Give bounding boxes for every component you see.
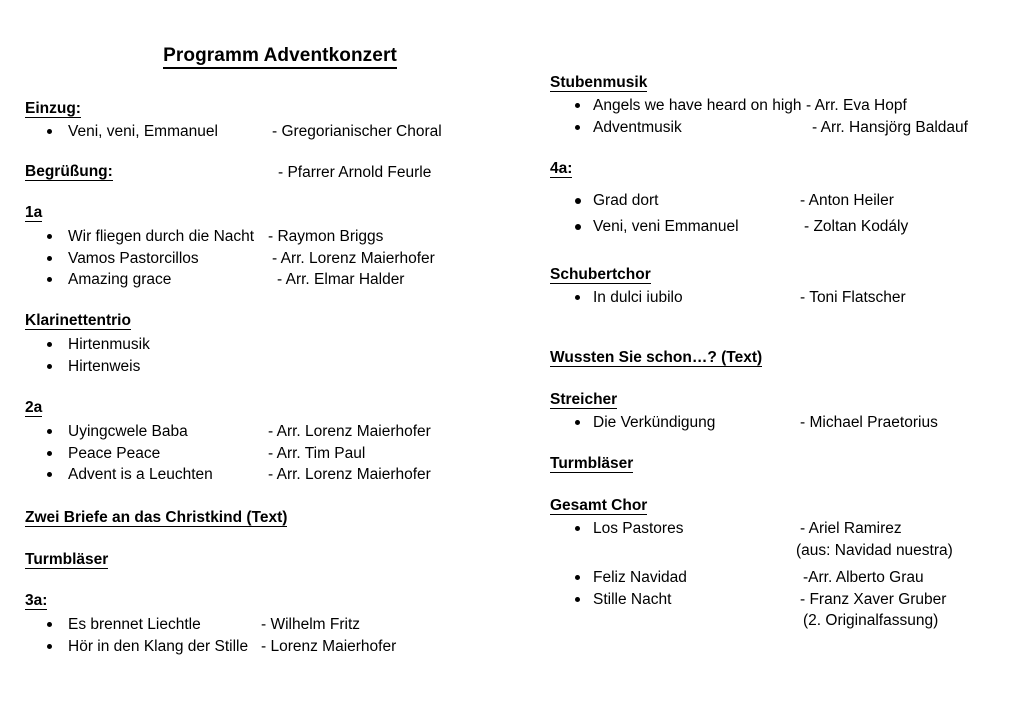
bullet-icon xyxy=(575,125,580,130)
bullet-icon xyxy=(575,526,580,531)
credit-extra-line xyxy=(550,610,1020,632)
section-heading: Schubertchor xyxy=(550,266,651,283)
item-credit: -Arr. Alberto Grau xyxy=(803,569,924,586)
item-title: Peace Peace xyxy=(68,444,161,462)
item-title: Advent is a Leuchten xyxy=(68,466,213,483)
section-2a xyxy=(25,398,530,486)
list-item xyxy=(25,443,530,465)
section-heading: Zwei Briefe an das Christkind (Text) xyxy=(25,509,288,526)
credit-extra-line xyxy=(550,540,1020,562)
item-title: Angels we have heard on high xyxy=(593,97,802,114)
list-item xyxy=(550,287,1020,309)
list-item xyxy=(25,421,530,443)
item-credit: - Wilhelm Fritz xyxy=(261,616,361,633)
item-title: Stille Nacht xyxy=(593,590,672,608)
section-turmblaeser-right xyxy=(550,454,1020,473)
item-title: Feliz Navidad xyxy=(593,569,687,586)
section-wussten-sie-schon xyxy=(550,348,1020,367)
item-credit: - Lorenz Maierhofer xyxy=(261,637,397,655)
bullet-icon xyxy=(47,451,52,456)
list-item xyxy=(550,188,1020,214)
list-item xyxy=(25,614,530,636)
list-item xyxy=(550,117,1020,139)
item-credit: - Arr. Lorenz Maierhofer xyxy=(268,423,431,440)
section-einzug xyxy=(25,99,530,143)
list-item xyxy=(550,589,1020,611)
item-title: Veni, veni, Emmanuel xyxy=(68,123,218,140)
item-title: Hirtenmusik xyxy=(68,336,150,353)
item-title: Adventmusik xyxy=(593,118,682,136)
bullet-icon xyxy=(575,597,580,602)
item-credit-extra: (aus: Navidad nuestra) xyxy=(796,541,953,559)
item-title: Los Pastores xyxy=(593,520,684,537)
item-credit: - Arr. Lorenz Maierhofer xyxy=(268,466,431,483)
section-heading: 3a: xyxy=(25,592,48,609)
section-schubertchor xyxy=(550,265,1020,309)
bullet-icon xyxy=(47,644,52,649)
section-heading: Turmbläser xyxy=(25,551,109,568)
item-title: Grad dort xyxy=(593,192,659,209)
list-item xyxy=(550,95,1020,117)
section-heading: Begrüßung: xyxy=(25,163,113,180)
bullet-icon xyxy=(575,575,580,580)
section-heading: Turmbläser xyxy=(550,455,634,472)
item-title: Veni, veni Emmanuel xyxy=(593,218,739,235)
list-item xyxy=(550,412,1020,434)
section-heading: Klarinettentrio xyxy=(25,312,131,329)
item-title: Es brennet Liechtle xyxy=(68,616,201,633)
section-credit: - Pfarrer Arnold Feurle xyxy=(278,164,432,181)
item-title: Vamos Pastorcillos xyxy=(68,249,199,267)
item-credit: - Arr. Tim Paul xyxy=(268,444,366,462)
item-credit: - Toni Flatscher xyxy=(800,289,906,306)
bullet-icon xyxy=(47,234,52,239)
section-heading: Gesamt Chor xyxy=(550,497,648,514)
section-1a xyxy=(25,203,530,291)
section-begruessung xyxy=(25,162,530,181)
section-gesamt-chor xyxy=(550,496,1020,632)
item-title: Hirtenweis xyxy=(68,357,141,375)
list-item xyxy=(550,214,1020,240)
list-item xyxy=(25,226,530,248)
item-credit: - Franz Xaver Gruber xyxy=(800,590,947,608)
item-credit: - Arr. Hansjörg Baldauf xyxy=(812,118,968,136)
bullet-icon xyxy=(575,103,580,108)
list-item xyxy=(550,518,1020,540)
section-klarinettentrio xyxy=(25,311,530,377)
item-title: Hör in den Klang der Stille xyxy=(68,637,249,655)
bullet-icon xyxy=(47,129,52,134)
section-turmblaeser-left xyxy=(25,550,530,569)
list-item xyxy=(25,121,530,143)
bullet-icon xyxy=(575,295,580,300)
item-credit: - Arr. Elmar Halder xyxy=(277,271,405,288)
item-title: Amazing grace xyxy=(68,271,172,288)
bullet-icon xyxy=(575,420,580,425)
section-heading: Stubenmusik xyxy=(550,74,648,91)
item-credit: - Arr. Lorenz Maierhofer xyxy=(272,249,435,267)
item-credit: - Zoltan Kodály xyxy=(804,218,909,235)
item-credit: - Anton Heiler xyxy=(800,192,894,209)
item-credit: - Michael Praetorius xyxy=(800,414,938,431)
item-credit: - Ariel Ramirez xyxy=(800,520,902,537)
section-heading: Wussten Sie schon…? (Text) xyxy=(550,349,763,366)
section-heading: 2a xyxy=(25,399,43,416)
section-zwei-briefe xyxy=(25,508,530,527)
section-heading: 4a: xyxy=(550,160,573,177)
list-item xyxy=(25,464,530,486)
section-heading: 1a xyxy=(25,204,43,221)
bullet-icon xyxy=(47,277,52,282)
bullet-icon xyxy=(47,429,52,434)
list-item xyxy=(550,567,1020,589)
section-3a xyxy=(25,591,530,657)
list-item xyxy=(25,269,530,291)
item-title: In dulci iubilo xyxy=(593,289,683,306)
section-4a xyxy=(550,159,1020,240)
section-stubenmusik xyxy=(550,73,1020,138)
section-streicher xyxy=(550,390,1020,434)
item-credit: - Arr. Eva Hopf xyxy=(806,97,907,114)
list-item xyxy=(25,356,530,378)
item-title: Die Verkündigung xyxy=(593,414,716,431)
item-title: Wir fliegen durch die Nacht xyxy=(68,228,255,245)
bullet-icon xyxy=(47,364,52,369)
bullet-icon xyxy=(47,342,52,347)
item-credit: - Gregorianischer Choral xyxy=(272,123,442,140)
bullet-icon xyxy=(575,224,581,230)
item-credit: - Raymon Briggs xyxy=(268,228,384,245)
page-title xyxy=(0,45,560,67)
item-title: Uyingcwele Baba xyxy=(68,423,188,440)
list-item xyxy=(25,636,530,658)
bullet-icon xyxy=(47,472,52,477)
section-heading: Einzug: xyxy=(25,100,81,117)
section-heading: Streicher xyxy=(550,391,618,408)
list-item xyxy=(25,334,530,356)
bullet-icon xyxy=(47,622,52,627)
list-item xyxy=(25,248,530,270)
page-title-text: Programm Adventkonzert xyxy=(163,45,397,69)
bullet-icon xyxy=(47,256,52,261)
bullet-icon xyxy=(575,198,581,204)
item-credit-extra: (2. Originalfassung) xyxy=(803,612,939,629)
